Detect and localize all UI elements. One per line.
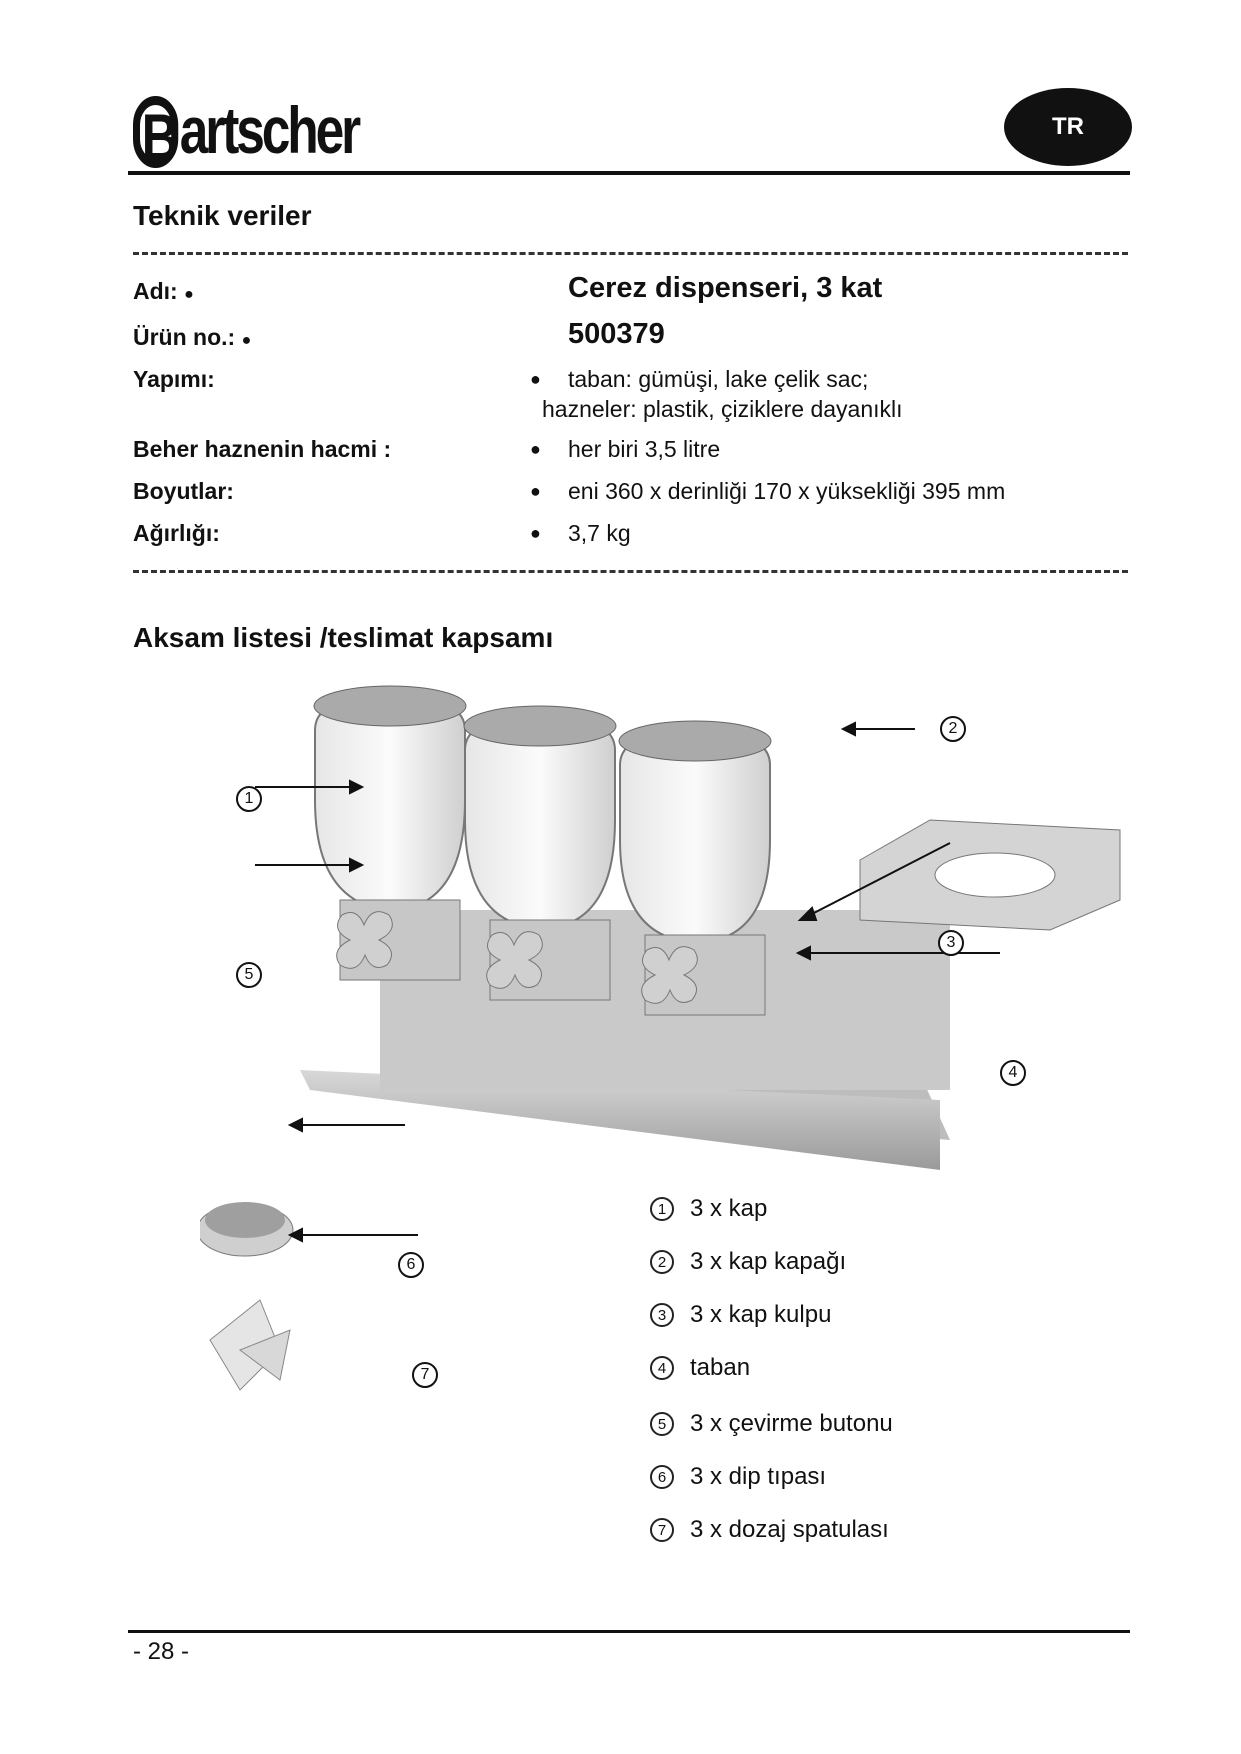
value-dimensions: eni 360 x derinliği 170 x yüksekliği 395 mm — [568, 478, 1006, 504]
bullet-weight: ● — [530, 523, 541, 543]
part-number: 1 — [650, 1197, 674, 1221]
page-number: - 28 - — [133, 1638, 190, 1665]
figure-callout-6: 6 — [398, 1252, 424, 1278]
value-construction-2: hazneler: plastik, çiziklere dayanıklı — [542, 396, 903, 422]
part-item-1 — [650, 1195, 767, 1223]
parts-title: Aksam listesi /teslimat kapsamı — [133, 622, 554, 653]
part-item-6 — [650, 1463, 826, 1491]
jar-left — [314, 686, 466, 980]
part-number: 7 — [650, 1518, 674, 1542]
part-item-2 — [650, 1248, 846, 1276]
label-name: Adı: ● — [133, 278, 194, 304]
bullet-capacity: ● — [530, 439, 541, 459]
part-number: 5 — [650, 1412, 674, 1436]
language-badge: TR — [1004, 88, 1132, 166]
label-dimensions: Boyutlar: — [133, 478, 234, 504]
part-number: 2 — [650, 1250, 674, 1274]
label-product-no: Ürün no.: ● — [133, 324, 252, 350]
bottom-stopper — [200, 1202, 293, 1256]
tech-title: Teknik veriler — [133, 200, 312, 231]
brand-logo — [133, 88, 358, 168]
value-name: Cerez dispenseri, 3 kat — [568, 272, 883, 304]
part-text: 3 x kap — [690, 1195, 768, 1222]
value-construction: taban: gümüşi, lake çelik sac; — [568, 366, 869, 392]
part-number: 3 — [650, 1303, 674, 1327]
part-number: 6 — [650, 1465, 674, 1489]
label-capacity: Beher haznenin hacmi : — [133, 436, 392, 462]
part-text: 3 x çevirme butonu — [690, 1410, 893, 1437]
logo-b-mark — [133, 96, 178, 168]
figure-callout-2: 2 — [940, 716, 966, 742]
figure-callout-1: 1 — [236, 786, 262, 812]
figure-callout-7: 7 — [412, 1362, 438, 1388]
part-text: 3 x dip tıpası — [690, 1463, 827, 1490]
figure-callout-3: 3 — [938, 930, 964, 956]
figure-callout-5: 5 — [236, 962, 262, 988]
label-weight: Ağırlığı: — [133, 520, 220, 546]
dashed-divider-bottom — [133, 570, 1128, 573]
bullet-dimensions: ● — [530, 481, 541, 501]
part-item-4 — [650, 1354, 750, 1382]
part-text: taban — [690, 1354, 751, 1381]
header-rule — [128, 171, 1130, 175]
part-item-5 — [650, 1410, 893, 1438]
value-capacity: her biri 3,5 litre — [568, 436, 721, 462]
handle-bracket — [860, 820, 1120, 930]
part-item-3 — [650, 1301, 831, 1329]
part-item-7 — [650, 1516, 889, 1544]
part-text: 3 x kap kapağı — [690, 1248, 847, 1275]
part-text: 3 x kap kulpu — [690, 1301, 832, 1328]
brand-name: artscher — [179, 93, 359, 167]
footer-rule — [128, 1630, 1130, 1633]
label-construction: Yapımı: — [133, 366, 215, 392]
value-weight: 3,7 kg — [568, 520, 631, 546]
dashed-divider-top — [133, 252, 1128, 255]
part-number: 4 — [650, 1356, 674, 1380]
dosing-spatula — [210, 1300, 290, 1390]
value-product-no: 500379 — [568, 318, 665, 350]
bullet-construction: ● — [530, 369, 541, 389]
figure-callout-4: 4 — [1000, 1060, 1026, 1086]
part-text: 3 x dozaj spatulası — [690, 1516, 889, 1543]
